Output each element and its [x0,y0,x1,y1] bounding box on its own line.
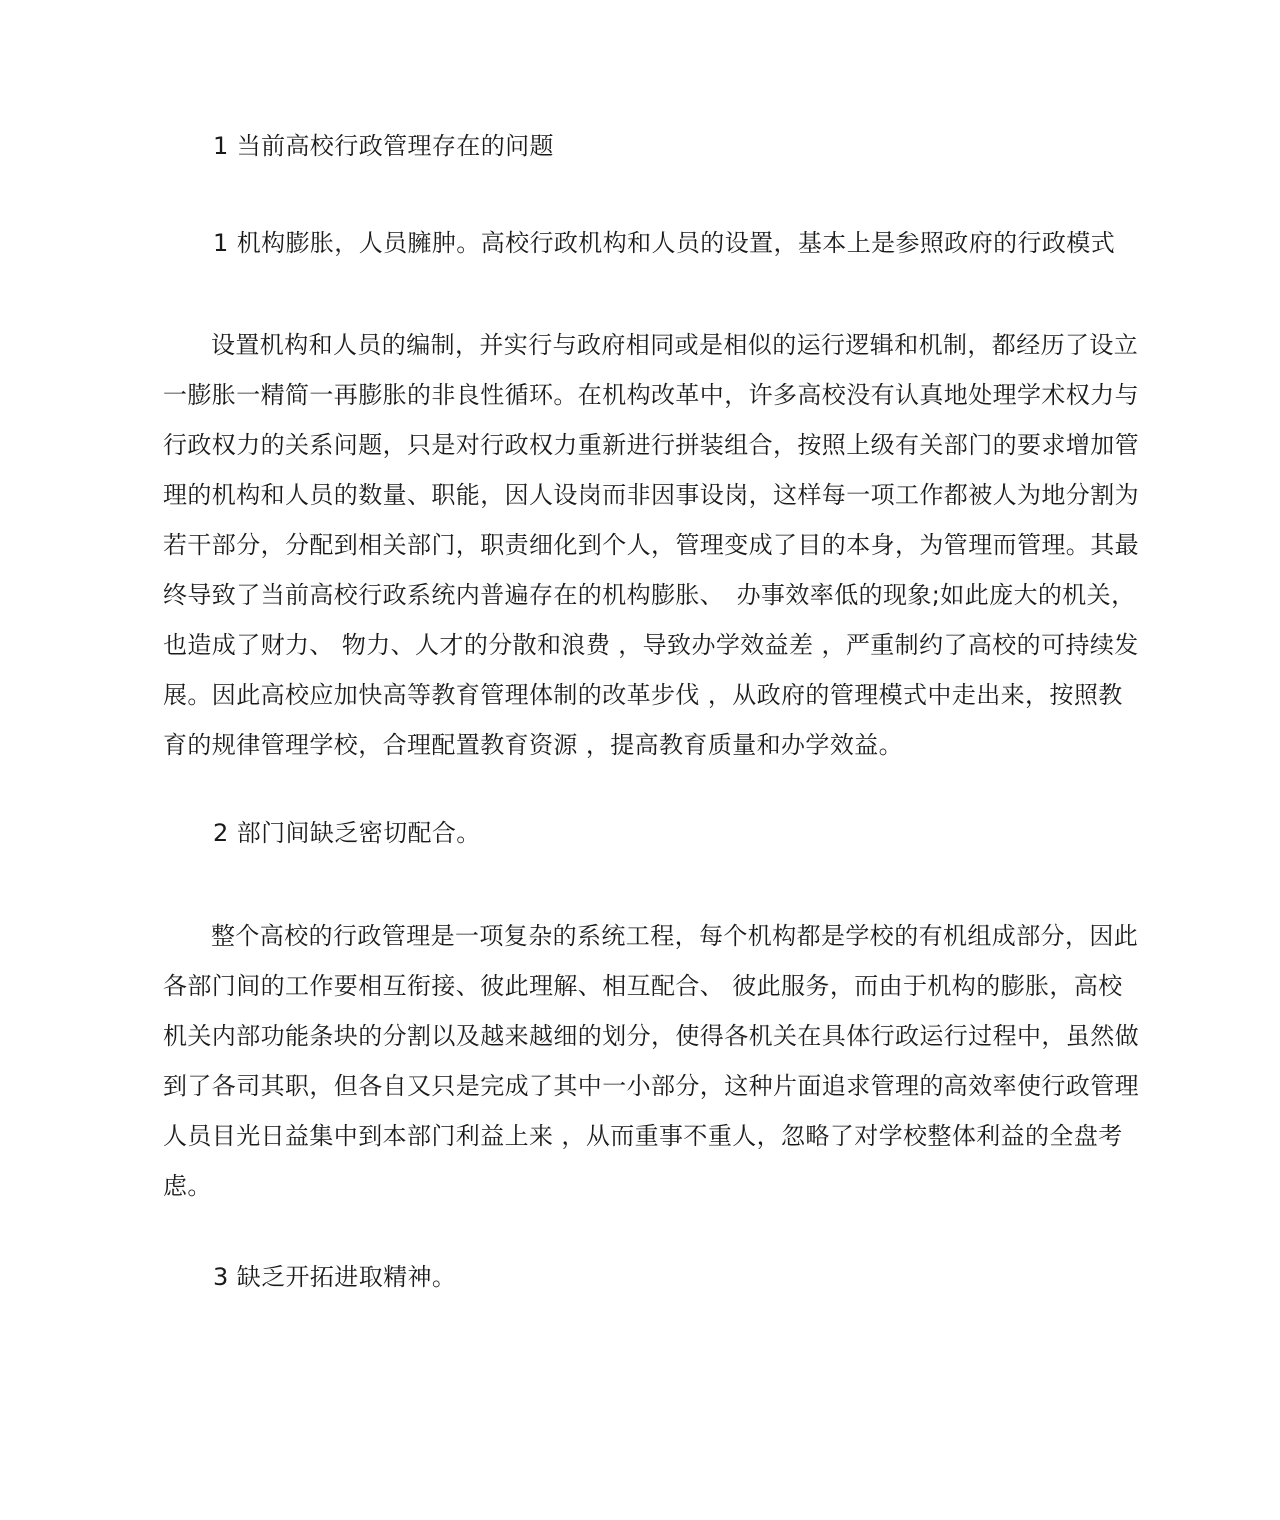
item-3-title: 3 缺乏开拓进取精神。 [213,1263,457,1291]
item-2-title: 2 部门间缺乏密切配合。 [213,819,481,847]
item-2-body: 整个高校的行政管理是一项复杂的系统工程，每个机构都是学校的有机组成部分，因此各部门间的工作要相互衔接、彼此理解、相互配合、 彼此服务，而由于机构的膨胀，高校机关内部功能条块的分割以及越来越细的划分，使得各机关在具体行政运行过程中，虽然做到了各司其职，但各自又只是完成了其中一小部分，这种片面追求管理的高效率使行政管理人员目光日益集中到本部门利益上来 ，从而重事不重人，忽略了对学校整体利益的全盘考虑。 [163,922,1139,1200]
section-heading: 1 当前高校行政管理存在的问题 [213,132,554,160]
item-1-title: 1 机构膨胀，人员臃肿。高校行政机构和人员的设置，基本上是参照政府的行政模式 [213,229,1116,257]
item-1-body: 设置机构和人员的编制，并实行与政府相同或是相似的运行逻辑和机制，都经历了设立一膨胀一精简一再膨胀的非良性循环。在机构改革中，许多高校没有认真地处理学术权力与行政权力的关系问题，只是对行政权力重新进行拼装组合，按照上级有关部门的要求增加管理的机构和人员的数量、职能，因人设岗而非因事设岗，这样每一项工作都被人为地分割为若干部分，分配到相关部门，职责细化到个人，管理变成了目的本身，为管理而管理。其最终导致了当前高校行政系统内普遍存在的机构膨胀、 办事效率低的现象;如此庞大的机关，也造成了财力、 物力、人才的分散和浪费 ，导致办学效益差 ，严重制约了高校的可持续发展。因此高校应加快高等教育管理体制的改革步伐 ，从政府的管理模式中走出来，按照教育的规律管理学校，合理配置教育资源 ，提高教育质量和办学效益。 [163,331,1139,759]
